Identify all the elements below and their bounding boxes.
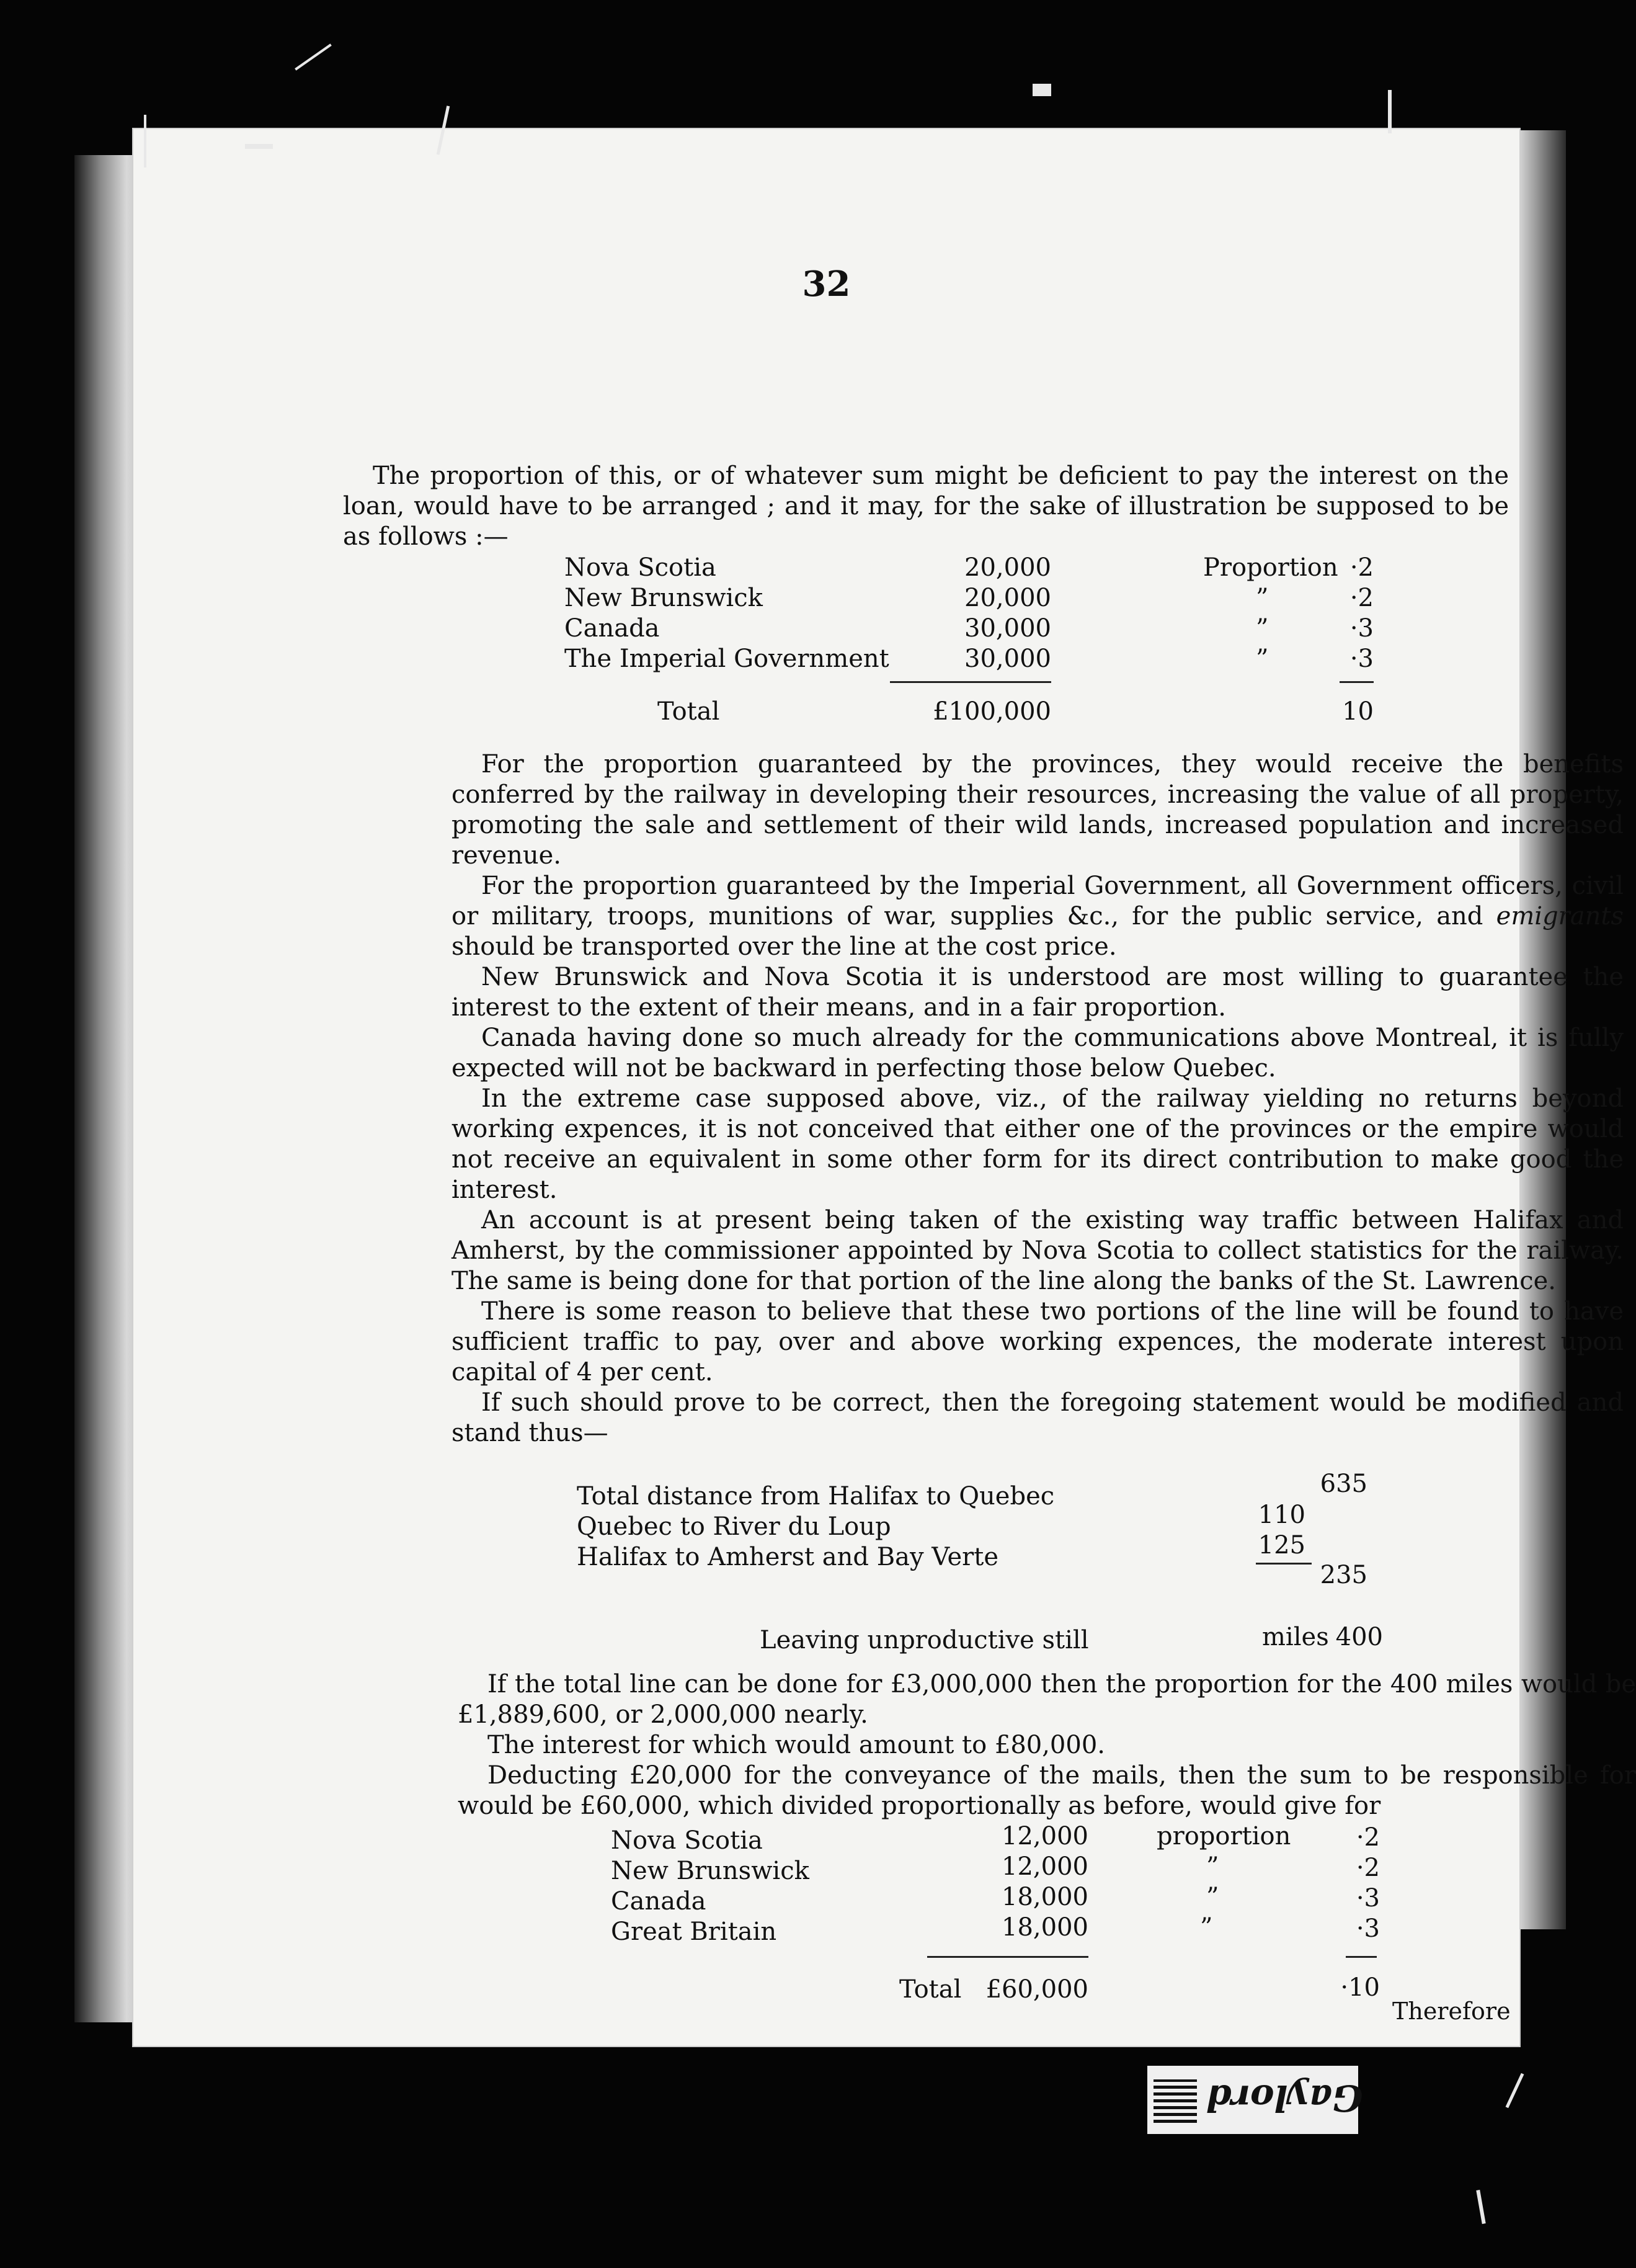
paragraph: Canada having done so much already for the communications above Montreal, it is fully expected will not be backward in perfecting those below Quebec. — [451, 1024, 1624, 1083]
table2-proportion-rule — [1346, 1956, 1377, 1958]
table2-row-proportion: ·3 — [1356, 1884, 1380, 1913]
table2-row-label: ” — [1206, 1852, 1219, 1881]
paragraph: An account is at present being taken of the existing way traffic between Halifax and Amherst, by the commissioner appointed by Nova Scotia to collect statistics for the railway. The same is being done for that portion of the line along the banks of the St. Lawrence. — [451, 1206, 1624, 1295]
paragraph: Deducting £20,000 for the conveyance of the mails, then the sum to be responsible for would be £60,000, which divided proportionally as before, would give for — [458, 1761, 1636, 1820]
page-number: 32 — [802, 264, 851, 305]
distance-row-name: Halifax to Amherst and Bay Verte — [577, 1543, 999, 1571]
table1-row-proportion: ·3 — [1349, 614, 1374, 643]
paragraph: For the proportion guaranteed by the provinces, they would receive the benefits conferred by the railway in developing their resources, increasing the value of all property, promoting the sale and settlement of their wild lands, increased population and increased revenue. — [451, 750, 1624, 870]
paragraph: If the total line can be done for £3,000,000 then the proportion for the 400 miles would be £1,889,600, or 2,000,000 nearly. — [458, 1670, 1636, 1729]
table1-total-proportion: 10 — [1342, 697, 1374, 726]
emphasis-word: emigrants — [1496, 902, 1624, 931]
scan-scratch — [1388, 90, 1392, 133]
table1-row-name: New Brunswick — [564, 584, 763, 612]
distance-total-label: Total distance from Halifax to Quebec — [577, 1482, 1055, 1511]
table1-row-amount: 30,000 — [964, 645, 1051, 673]
table2-row-proportion: ·2 — [1356, 1823, 1380, 1852]
table2-row-proportion: ·3 — [1356, 1914, 1380, 1943]
stamp-brand: Gaylord — [1206, 2077, 1363, 2119]
page-text — [133, 129, 1636, 2046]
distance-row-value: 125 — [1258, 1531, 1305, 1560]
table2-total-label: Total — [899, 1975, 962, 2004]
table1-proportion-rule — [1340, 681, 1374, 683]
table1-row-label: ” — [1256, 645, 1269, 673]
scan-scratch — [1506, 2073, 1524, 2108]
scan-scratch — [245, 144, 273, 149]
table2-total-proportion: ·10 — [1340, 1973, 1380, 2002]
paragraph-text: should be transported over the line at the cost price. — [451, 932, 1117, 961]
table2-total-rule — [927, 1956, 1088, 1958]
table1-total-amount: £100,000 — [933, 697, 1051, 726]
table1-row-proportion: ·2 — [1349, 553, 1374, 582]
distance-total-value: 635 — [1320, 1470, 1367, 1498]
table1-row-name: Canada — [564, 614, 660, 643]
table1-row-label: ” — [1256, 584, 1269, 612]
table2-row-name: Canada — [611, 1887, 706, 1916]
table2-row-label: proportion — [1157, 1822, 1291, 1851]
table2-row-proportion: ·2 — [1356, 1854, 1380, 1882]
book-page — [133, 129, 1636, 2046]
distance-row-name: Quebec to River du Loup — [577, 1512, 891, 1541]
table2-row-name: Nova Scotia — [611, 1826, 763, 1855]
paragraph: If such should prove to be correct, then the foregoing statement would be modified and stand thus— — [451, 1388, 1624, 1447]
table2-row-amount: 12,000 — [1002, 1822, 1088, 1851]
table1-total-rule — [890, 681, 1051, 683]
paragraph-text: For the proportion guaranteed by the Imperial Government, all Government officers, civil or military, troops, munitions of war, supplies &c., for the public service, and — [451, 872, 1624, 931]
table2-row-amount: 18,000 — [1002, 1913, 1088, 1942]
table1-row-amount: 20,000 — [964, 553, 1051, 582]
leaving-label: Leaving unproductive still — [760, 1626, 1089, 1654]
table2-row-label: ” — [1206, 1883, 1219, 1911]
stamp-stripes — [1154, 2079, 1197, 2123]
catchword: Therefore — [1392, 1998, 1511, 2025]
table2-row-name: New Brunswick — [611, 1857, 809, 1885]
table1-row-proportion: ·2 — [1349, 584, 1374, 612]
paragraph: In the extreme case supposed above, viz., of the railway yielding no returns beyond working expences, it is not conceived that either one of the provinces or the empire would not receive an equivalent in some other form for its direct contribution to make good the interest. — [451, 1084, 1624, 1204]
intro-text: The proportion of this, or of whatever sum might be deficient to pay the interest on the loan, would have to be arranged ; and it may, for the sake of illustration be supposed to be as follows :— — [343, 462, 1509, 551]
table2-row-amount: 12,000 — [1002, 1852, 1088, 1881]
paragraph: New Brunswick and Nova Scotia it is understood are most willing to guarantee the interest to the extent of their means, and in a fair proportion. — [451, 963, 1624, 1022]
leaving-unit: miles — [1262, 1623, 1329, 1651]
paragraph: There is some reason to believe that these two portions of the line will be found to have sufficient traffic to pay, over and above working expences, the moderate interest upon capital of 4 per cent. — [451, 1297, 1624, 1386]
table2-row-label: ” — [1200, 1913, 1213, 1942]
paragraph: The interest for which would amount to £80,000. — [487, 1731, 1105, 1759]
table1-row-amount: 20,000 — [964, 584, 1051, 612]
paragraph-block-b — [458, 1669, 1636, 1821]
table1-row-proportion: ·3 — [1349, 645, 1374, 673]
distance-row-value: 110 — [1258, 1501, 1305, 1529]
scan-scratch — [1476, 2190, 1485, 2224]
distance-subtotal: 235 — [1320, 1561, 1367, 1589]
scan-scratch — [295, 43, 332, 70]
table1-row-name: The Imperial Government — [564, 645, 889, 673]
intro-paragraph — [343, 461, 1509, 552]
leaving-value: 400 — [1335, 1623, 1383, 1651]
scan-scratch — [1033, 84, 1051, 96]
table2-row-name: Great Britain — [611, 1918, 777, 1946]
paragraph-imperial — [451, 871, 1624, 962]
table1-row-amount: 30,000 — [964, 614, 1051, 643]
scan-scratch — [144, 115, 146, 167]
table1-row-label: Proportion — [1203, 553, 1338, 582]
table1-row-name: Nova Scotia — [564, 553, 716, 582]
table2-row-amount: 18,000 — [1002, 1883, 1088, 1911]
table2-total-amount: £60,000 — [985, 1975, 1088, 2004]
table1-total-label: Total — [657, 697, 720, 726]
library-binding-stamp — [1147, 2066, 1363, 2134]
paragraph-block-a — [451, 749, 1624, 1449]
table1-row-label: ” — [1256, 614, 1269, 643]
